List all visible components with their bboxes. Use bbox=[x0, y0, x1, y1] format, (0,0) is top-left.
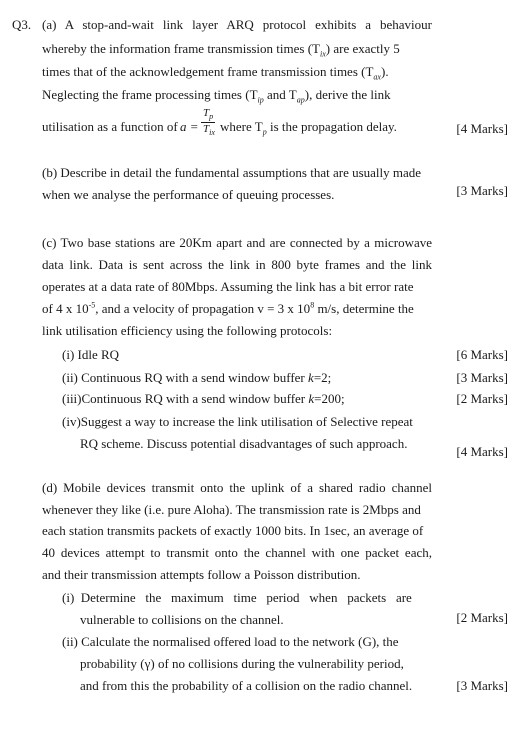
part-c-line-5: link utilisation efficiency using the following protocols: bbox=[42, 323, 333, 338]
part-a-line-4: Neglecting the frame processing times ($T_{ip}$ and $T_{ap}$), derive the link bbox=[42, 87, 391, 105]
part-a-line-1: (a) A stop-and-wait link layer ARQ protocol exhibits a behaviour bbox=[42, 17, 432, 32]
question-number: Q3. bbox=[12, 17, 32, 32]
part-c-line-2: data link. Data is sent across the link in 800 byte frames and the link bbox=[42, 257, 432, 272]
part-d-item-i-marks: [2 Marks] bbox=[456, 610, 508, 625]
part-d-line-1: (d) Mobile devices transmit onto the uplink of a shared radio channel bbox=[42, 480, 432, 495]
part-d-line-5: and their transmission attempts follow a Poisson distribution. bbox=[42, 567, 361, 582]
part-c-item-iv-marks: [4 Marks] bbox=[456, 444, 508, 459]
fraction-numerator: $T_p$ bbox=[203, 107, 214, 122]
part-a-line-2: whereby the information frame transmission times $(T_{ix})$ are exactly 5 bbox=[42, 41, 400, 59]
fraction-lhs: a = bbox=[180, 119, 199, 134]
part-c-item-iv-line-1: (iv)Suggest a way to increase the link utilisation of Selective repeat bbox=[62, 414, 413, 429]
part-d-item-ii-marks: [3 Marks] bbox=[456, 678, 508, 693]
part-d-line-3: each station transmits packets of exactly 1000 bits. In 1sec, an average of bbox=[42, 523, 424, 538]
part-c-item-ii: (ii) Continuous RQ with a send window buffer k=2; bbox=[62, 370, 332, 385]
part-a-line-3: times that of the acknowledgement frame transmission times $(T_{ax})$. bbox=[42, 64, 389, 82]
part-c-item-i: (i) Idle RQ bbox=[62, 347, 120, 362]
part-a-line-5-end: where $T_p$ is the propagation delay. bbox=[220, 119, 397, 137]
fraction-denominator: $T_{ix}$ bbox=[203, 123, 215, 138]
part-d-item-ii-line-3: and from this the probability of a collision on the radio channel. bbox=[80, 678, 413, 693]
part-d-item-ii-line-2: probability (γ) of no collisions during the vulnerability period, bbox=[80, 656, 404, 671]
part-b-line-1: (b) Describe in detail the fundamental assumptions that are usually made bbox=[42, 165, 422, 180]
part-d-item-ii-line-1: (ii) Calculate the normalised offered load to the network (G), the bbox=[62, 634, 399, 649]
part-d-item-i-line-2: vulnerable to collisions on the channel. bbox=[80, 612, 284, 627]
part-c-line-3: operates at a data rate of 80Mbps. Assuming the link has a bit error rate bbox=[42, 279, 414, 294]
part-b-line-2: when we analyse the performance of queuing processes. bbox=[42, 187, 335, 202]
part-d-line-2: whenever they like (i.e. pure Aloha). The transmission rate is 2Mbps and bbox=[42, 502, 421, 517]
part-c-item-iii-marks: [2 Marks] bbox=[456, 391, 508, 406]
part-b-marks: [3 Marks] bbox=[456, 183, 508, 198]
part-c-item-i-marks: [6 Marks] bbox=[456, 347, 508, 362]
part-a-line-5-start: utilisation as a function of bbox=[42, 119, 178, 134]
part-c-item-iv-line-2: RQ scheme. Discuss potential disadvantages of such approach. bbox=[80, 436, 408, 451]
part-c-item-ii-marks: [3 Marks] bbox=[456, 370, 508, 385]
part-c-line-1: (c) Two base stations are 20Km apart and are connected by a microwave bbox=[42, 235, 432, 250]
part-d-line-4: 40 devices attempt to transmit onto the channel with one packet each, bbox=[42, 545, 432, 560]
part-d-item-i-line-1: (i) Determine the maximum time period when packets are bbox=[62, 590, 412, 605]
part-c-line-4: of 4 x $10^{-5}$, and a velocity of propagation v = 3 x $10^8$ m/s, determine the bbox=[42, 300, 414, 316]
part-c-item-iii: (iii)Continuous RQ with a send window buffer k=200; bbox=[62, 391, 345, 406]
part-a-marks: [4 Marks] bbox=[456, 121, 508, 136]
